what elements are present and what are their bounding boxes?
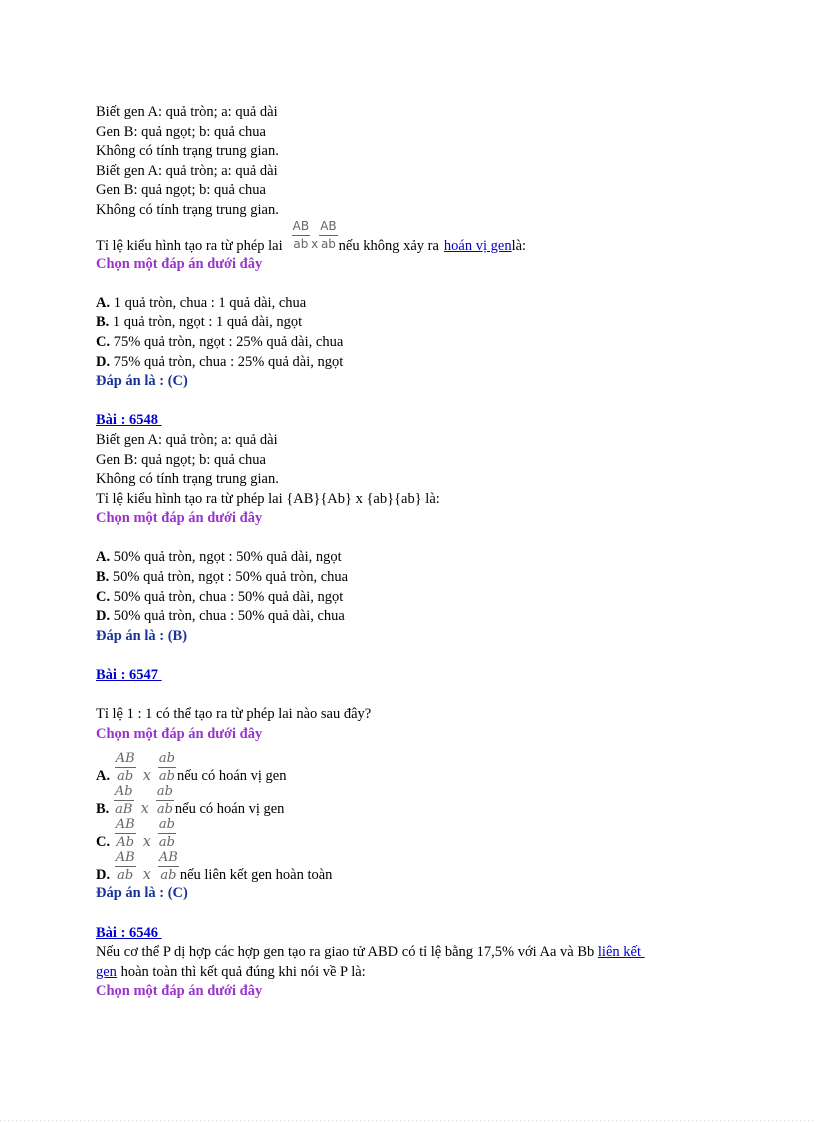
question-title-link[interactable]: Bài : 6546 — [96, 924, 159, 941]
text-line: Gen B: quả ngọt; b: quả chua — [96, 123, 266, 140]
answer-prompt: Chọn một đáp án dưới đây — [96, 255, 263, 272]
text-line: Không có tính trạng trung gian. — [96, 471, 279, 488]
page-bottom-dotted-rule — [0, 1120, 816, 1121]
answer-prompt: Chọn một đáp án dưới đây — [96, 510, 263, 527]
option-a[interactable]: A. 50% quả tròn, ngọt : 50% quả dài, ngọt — [96, 549, 342, 566]
question-text: Tỉ lệ 1 : 1 có thể tạo ra từ phép lai nào sau đây? — [96, 706, 372, 723]
question-text — [96, 218, 716, 255]
answer-prompt: Chọn một đáp án dưới đây — [96, 983, 263, 1000]
question-title-link[interactable]: Bài : 6547 — [96, 667, 159, 684]
link-lien-ket-gen-cont[interactable]: gen — [96, 963, 117, 980]
link-lien-ket-gen[interactable]: liên kết — [597, 944, 641, 961]
option-c[interactable]: C. $\frac{AB}{Ab}$ x $\frac{ab}{ab}$ — [96, 817, 175, 851]
text-line: Biết gen A: quả tròn; a: quả dài — [96, 431, 278, 448]
text-line: Không có tính trạng trung gian. — [96, 143, 279, 160]
option-c[interactable]: C. 75% quả tròn, ngọt : 25% quả dài, chua — [96, 333, 344, 350]
question-line-2: gen hoàn toàn thì kết quả đúng khi nói về P là: — [96, 963, 366, 980]
question-6548 — [96, 411, 716, 646]
option-b[interactable]: B. 1 quả tròn, ngọt : 1 quả dài, ngọt — [96, 314, 303, 331]
text-line: Biết gen A: quả tròn; a: quả dài — [96, 162, 278, 179]
text-line: Tỉ lệ kiểu hình tạo ra từ phép lai {AB}{Ab} x {ab}{ab} là: — [96, 490, 440, 507]
answer-text: Đáp án là : (C) — [96, 373, 188, 390]
option-b[interactable]: B. $\frac{Ab}{aB}$ x $\frac{ab}{ab}$ nếu có hoán vị gen — [96, 784, 285, 818]
question-line-1: Nếu cơ thể P dị hợp các hợp gen tạo ra giao tử ABD có tỉ lệ bằng 17,5% với Aa và Bb liên kết — [96, 944, 641, 961]
link-hoan-vi-gen[interactable]: hoán vị gen — [443, 237, 512, 254]
text-line: Biết gen A: quả tròn; a: quả dài — [96, 104, 278, 120]
text-line: Không có tính trạng trung gian. — [96, 201, 279, 218]
cross-symbol: x — [311, 236, 319, 251]
answer-text: Đáp án là : (C) — [96, 885, 188, 902]
question-prev — [96, 103, 716, 392]
answer-prompt: Chọn một đáp án dưới đây — [96, 725, 263, 742]
question-6547 — [96, 666, 716, 904]
question-6546 — [96, 924, 716, 1002]
document-page — [96, 103, 716, 1002]
option-a[interactable]: A. 1 quả tròn, chua : 1 quả dài, chua — [96, 294, 307, 311]
text-line: Gen B: quả ngọt; b: quả chua — [96, 182, 266, 199]
question-title-link[interactable]: Bài : 6548 — [96, 412, 159, 429]
option-c[interactable]: C. 50% quả tròn, chua : 50% quả dài, ngọt — [96, 588, 344, 605]
fraction-ab-ab: $\frac{AB}{ab}$ — [320, 218, 337, 251]
question-post: là: — [511, 237, 527, 254]
option-d[interactable]: D. $\frac{AB}{ab}$ x $\frac{AB}{ab}$ nếu liên kết gen hoàn toàn — [96, 850, 333, 884]
option-a[interactable]: A. $\frac{AB}{ab}$ x $\frac{ab}{ab}$ nếu có hoán vị gen — [96, 751, 287, 785]
answer-text: Đáp án là : (B) — [96, 627, 188, 644]
fraction-ab-ab: $\frac{AB}{ab}$ — [292, 218, 310, 251]
option-d[interactable]: D. 75% quả tròn, chua : 25% quả dài, ngọt — [96, 353, 344, 370]
question-pre: Tỉ lệ kiểu hình tạo ra từ phép lai — [96, 237, 283, 254]
text-line: Gen B: quả ngọt; b: quả chua — [96, 451, 266, 468]
question-mid: nếu không xảy ra — [338, 237, 439, 254]
option-b[interactable]: B. 50% quả tròn, ngọt : 50% quả tròn, chua — [96, 569, 349, 586]
option-d[interactable]: D. 50% quả tròn, chua : 50% quả dài, chua — [96, 608, 345, 625]
